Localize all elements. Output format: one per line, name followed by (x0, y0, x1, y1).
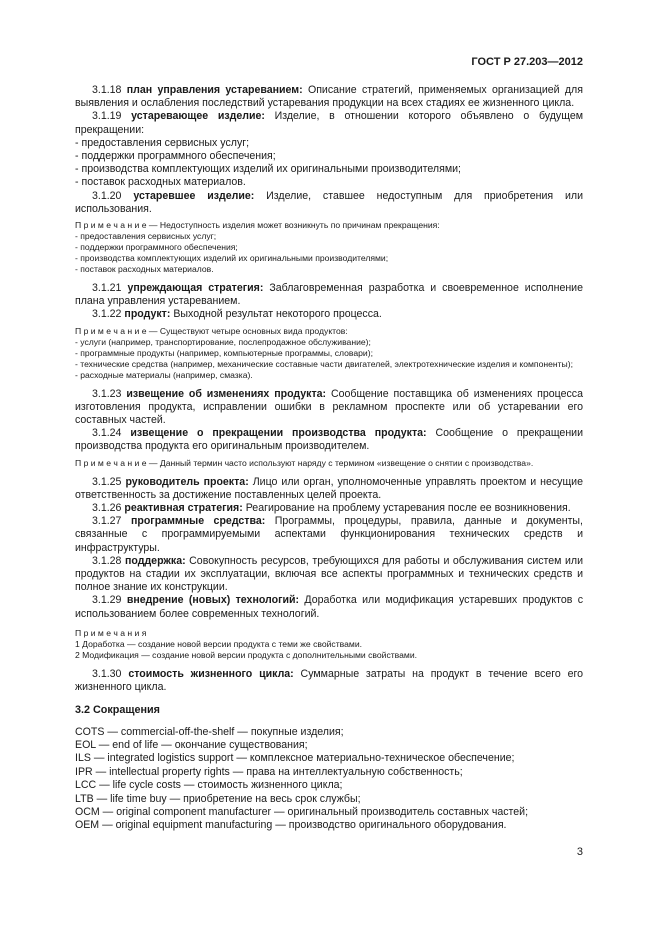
note-3-1-22: П р и м е ч а н и е — Существуют четыре основных вида продуктов: - услуги (например, транспортирование, послепродажное обслуживание); - программные продукты (например, компьютерные программы, словари); - технические средства (например, механические составные части двигателей, электротехнические изделия и компоненты); - расходные материалы (например, смазка). (75, 326, 583, 381)
term-3-1-27: 3.1.27 программные средства: Программы, процедуры, правила, данные и документы, связанные с программируемыми аспектами функционирования технических средств и инфраструктуры. (75, 515, 583, 554)
list-item: - поставок расходных материалов. (75, 264, 214, 275)
term-name: устаревшее изделие: (133, 189, 255, 202)
note-3-1-29 (75, 628, 583, 661)
list-item: - поставок расходных материалов. (75, 176, 246, 189)
list-item: OEM — original equipment manufacturing — производство оригинального оборудования. (75, 819, 507, 832)
list-item: - производства комплектующих изделий их оригинальными производителями; (75, 163, 461, 176)
term-name: реактивная стратегия: (124, 502, 243, 515)
note-3-1-24: П р и м е ч а н и е — Данный термин часто используют наряду с термином «извещение о снятии с производства». (75, 457, 534, 468)
term-3-1-23: 3.1.23 извещение об изменениях продукта: Сообщение поставщика об изменениях процесса изготовления продукта, исправлении ошибки в рекламном проспекте или об устаревании его составных частей. (75, 387, 583, 427)
section-title-abbreviations: 3.2 Сокращения (75, 704, 160, 717)
term-name: внедрение (новых) технологий: (126, 594, 300, 607)
list-item: - предоставления сервисных услуг; (75, 136, 250, 149)
list-3-1-19 (75, 137, 583, 190)
term-3-1-18: 3.1.18 план управления устареванием: Описание стратегий, применяемых организацией для выявления и ослабления последствий устаревания продукции на всех стадиях ее жизненного цикла. (75, 84, 583, 110)
term-name: руководитель проекта: (125, 475, 249, 488)
term-name: устаревающее изделие: (131, 110, 265, 123)
abbreviations-list (75, 726, 583, 833)
list-item: EOL — end of life — окончание существования; (75, 738, 308, 751)
term-name: упреждающая стратегия: (127, 282, 264, 295)
page-number: 3 (576, 846, 583, 858)
term-name: стоимость жизненного цикла: (128, 667, 294, 680)
list-item: IPR — intellectual property rights — права на интеллектуальную собственность; (75, 765, 463, 778)
list-item: - поддержки программного обеспечения; (75, 150, 276, 163)
list-item: - услуги (например, транспортирование, послепродажное обслуживание); (75, 336, 371, 347)
list-item: - предоставления сервисных услуг; (75, 231, 217, 242)
term-3-1-24: 3.1.24 извещение о прекращении производства продукта: Сообщение о прекращении производства продукта его оригинальным производителем. (75, 427, 583, 453)
term-name: поддержка: (125, 554, 186, 567)
note-label: П р и м е ч а н и я (75, 627, 147, 638)
term-3-1-20: 3.1.20 устаревшее изделие: Изделие, ставшее недоступным для приобретения или использования. (75, 189, 583, 215)
term-3-1-19: 3.1.19 устаревающее изделие: Изделие, в отношении которого объявлено о будущем прекращении: (75, 110, 583, 136)
list-item: - поддержки программного обеспечения; (75, 242, 238, 253)
term-3-1-30: 3.1.30 стоимость жизненного цикла: Суммарные затраты на продукт в течение всего его жизненного цикла. (75, 667, 583, 694)
term-3-1-25: 3.1.25 руководитель проекта: Лицо или орган, уполномоченные управлять проектом и несущие ответственность за достижение поставленных целей проекта. (75, 475, 583, 501)
term-3-1-29: 3.1.29 внедрение (новых) технологий: Доработка или модификация устаревших продуктов с использованием более современных технологий. (75, 594, 583, 620)
document-body (75, 84, 583, 833)
term-name: продукт: (124, 308, 171, 321)
list-item: - программные продукты (например, компьютерные программы, словари); (75, 347, 373, 358)
list-item: - расходные материалы (например, смазка). (75, 369, 253, 380)
list-item: - технические средства (например, механические составные части двигателей, электротехнические изделия и компоненты); (75, 358, 573, 369)
term-name: план управления устареванием: (126, 84, 303, 96)
term-name: извещение о прекращении производства продукта: (130, 427, 427, 440)
term-3-1-21: 3.1.21 упреждающая стратегия: Заблаговременная разработка и своевременное исполнение плана управления устареванием. (75, 282, 583, 308)
note-label: П р и м е ч а н и е (75, 325, 147, 336)
list-item: 1 Доработка — создание новой версии продукта с теми же свойствами. (75, 638, 363, 649)
list-item: COTS — commercial-off-the-shelf — покупные изделия; (75, 725, 344, 738)
list-item: LTB — life time buy — приобретение на весь срок службы; (75, 792, 361, 805)
term-name: программные средства: (130, 515, 266, 528)
list-item: ILS — integrated logistics support — комплексное материально-техническое обеспечение; (75, 752, 515, 765)
note-label: П р и м е ч а н и е (75, 457, 147, 468)
term-3-1-26: 3.1.26 реактивная стратегия: Реагирование на проблему устаревания после ее возникновения. (92, 502, 571, 515)
term-3-1-28: 3.1.28 поддержка: Совокупность ресурсов, требующихся для работы и обслуживания систем или продуктов на стадии их эксплуатации, включая все аспекты программных и технических средств и полное знание их конструкции. (75, 554, 583, 594)
list-item: OCM — original component manufacturer — оригинальный производитель составных частей; (75, 805, 529, 818)
list-item: LCC — life cycle costs — стоимость жизненного цикла; (75, 779, 343, 792)
document-header-id: ГОСТ Р 27.203—2012 (471, 56, 583, 68)
list-item: 2 Модификация — создание новой версии продукта с дополнительными свойствами. (75, 649, 418, 660)
term-name: извещение об изменениях продукта: (126, 387, 327, 400)
note-3-1-20: П р и м е ч а н и е — Недоступность изделия может возникнуть по причинам прекращения: - предоставления сервисных услуг; - поддержки программного обеспечения; - производства комплектующих изделий их оригинальными производителями; - поставок расходных материалов. (75, 220, 583, 275)
term-3-1-22: 3.1.22 продукт: Выходной результат некоторого процесса. (92, 308, 382, 321)
list-item: - производства комплектующих изделий их оригинальными производителями; (75, 253, 389, 264)
note-label: П р и м е ч а н и е (75, 220, 147, 231)
